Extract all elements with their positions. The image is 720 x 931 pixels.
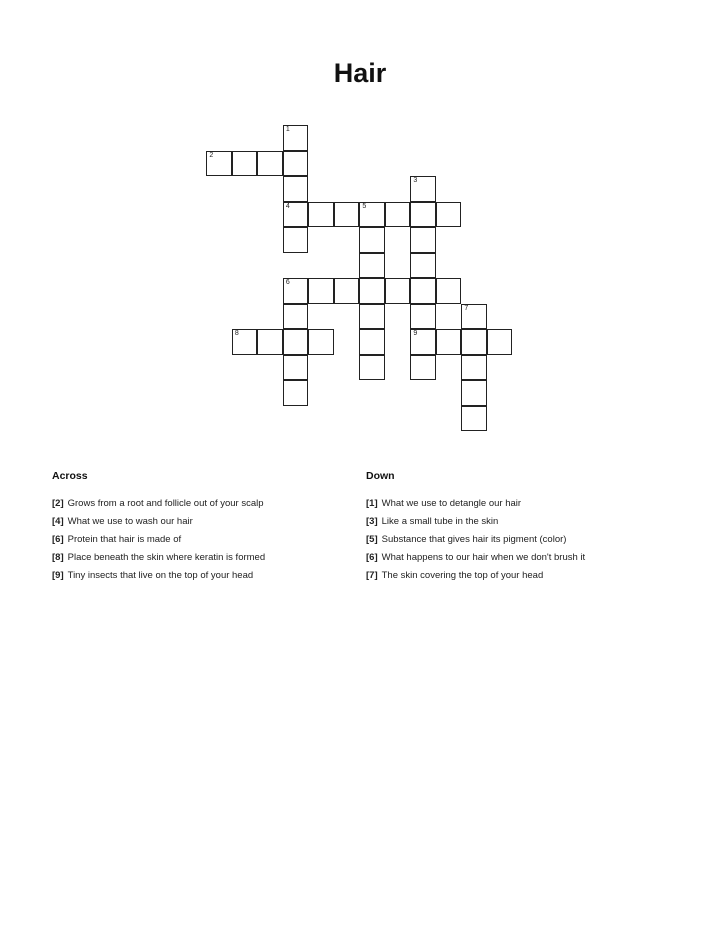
crossword-cell <box>206 151 232 177</box>
clue-text: Substance that gives hair its pigment (color) <box>381 534 567 545</box>
crossword-cell <box>334 278 360 304</box>
crossword-cell <box>283 355 309 381</box>
crossword-cell <box>461 355 487 381</box>
across-clues <box>52 470 362 588</box>
cell-number: 1 <box>285 126 290 134</box>
crossword-cell <box>385 278 411 304</box>
crossword-cell <box>461 406 487 432</box>
crossword-cell <box>308 278 334 304</box>
clue-text: What happens to our hair when we don't brush it <box>381 552 586 563</box>
crossword-cell <box>283 227 309 253</box>
across-heading: Across <box>52 470 88 482</box>
clue-text: Tiny insects that live on the top of your head <box>67 570 254 581</box>
crossword-cell <box>308 202 334 228</box>
crossword-cell <box>283 125 309 151</box>
clue-text: Like a small tube in the skin <box>381 516 499 527</box>
across-clue <box>52 534 362 546</box>
crossword-cell <box>410 304 436 330</box>
clue-number: [8] <box>52 552 64 563</box>
clue-number: [1] <box>366 498 378 509</box>
crossword-cell <box>410 176 436 202</box>
crossword-cell <box>461 380 487 406</box>
crossword-cell <box>283 380 309 406</box>
clue-number: [9] <box>52 570 64 581</box>
crossword-cell <box>334 202 360 228</box>
clue-number: [6] <box>52 534 64 545</box>
cell-number: 8 <box>234 330 239 338</box>
clue-text: The skin covering the top of your head <box>381 570 544 581</box>
clue-number: [2] <box>52 498 64 509</box>
clue-text: What we use to detangle our hair <box>381 498 522 509</box>
crossword-cell <box>461 304 487 330</box>
crossword-cell <box>410 253 436 279</box>
crossword-cell <box>436 329 462 355</box>
crossword-cell <box>308 329 334 355</box>
crossword-cell <box>232 151 258 177</box>
crossword-cell <box>283 329 309 355</box>
clue-text: Grows from a root and follicle out of your scalp <box>67 498 264 509</box>
crossword-cell <box>410 278 436 304</box>
crossword-cell <box>385 202 411 228</box>
cell-number: 4 <box>285 202 290 210</box>
crossword-cell <box>410 329 436 355</box>
across-clue <box>52 552 362 564</box>
crossword-cell <box>410 355 436 381</box>
crossword-grid <box>0 0 720 460</box>
clue-text: Place beneath the skin where keratin is formed <box>67 552 266 563</box>
crossword-cell <box>232 329 258 355</box>
crossword-cell <box>359 304 385 330</box>
crossword-cell <box>436 202 462 228</box>
across-clue <box>52 516 362 528</box>
cell-number: 6 <box>285 279 290 287</box>
crossword-cell <box>436 278 462 304</box>
across-clue <box>52 498 362 510</box>
crossword-cell <box>283 304 309 330</box>
down-clue <box>366 534 676 546</box>
crossword-cell <box>359 253 385 279</box>
crossword-cell <box>283 278 309 304</box>
across-clue-list <box>52 498 362 582</box>
clue-number: [3] <box>366 516 378 527</box>
crossword-cell <box>461 329 487 355</box>
crossword-cell <box>283 151 309 177</box>
crossword-cell <box>359 227 385 253</box>
crossword-cell <box>257 151 283 177</box>
crossword-cell <box>359 355 385 381</box>
across-clue <box>52 570 362 582</box>
clue-number: [4] <box>52 516 64 527</box>
down-heading: Down <box>366 470 395 482</box>
crossword-cell <box>359 202 385 228</box>
crossword-cell <box>359 329 385 355</box>
cell-number: 5 <box>362 202 367 210</box>
cell-number: 7 <box>464 304 469 312</box>
crossword-cell <box>283 176 309 202</box>
cell-number: 9 <box>413 330 418 338</box>
down-clue <box>366 498 676 510</box>
clue-number: [5] <box>366 534 378 545</box>
down-clues <box>366 470 676 588</box>
clue-text: Protein that hair is made of <box>67 534 182 545</box>
down-clue-list <box>366 498 676 582</box>
down-clue <box>366 570 676 582</box>
cell-number: 2 <box>209 151 214 159</box>
down-clue <box>366 516 676 528</box>
crossword-cell <box>410 202 436 228</box>
crossword-cell <box>283 202 309 228</box>
down-clue <box>366 552 676 564</box>
crossword-cell <box>487 329 513 355</box>
cell-number: 3 <box>413 177 418 185</box>
clue-number: [6] <box>366 552 378 563</box>
page-title: Hair <box>333 58 387 88</box>
clue-text: What we use to wash our hair <box>67 516 193 527</box>
crossword-cell <box>257 329 283 355</box>
crossword-cell <box>359 278 385 304</box>
crossword-cell <box>410 227 436 253</box>
clue-number: [7] <box>366 570 378 581</box>
